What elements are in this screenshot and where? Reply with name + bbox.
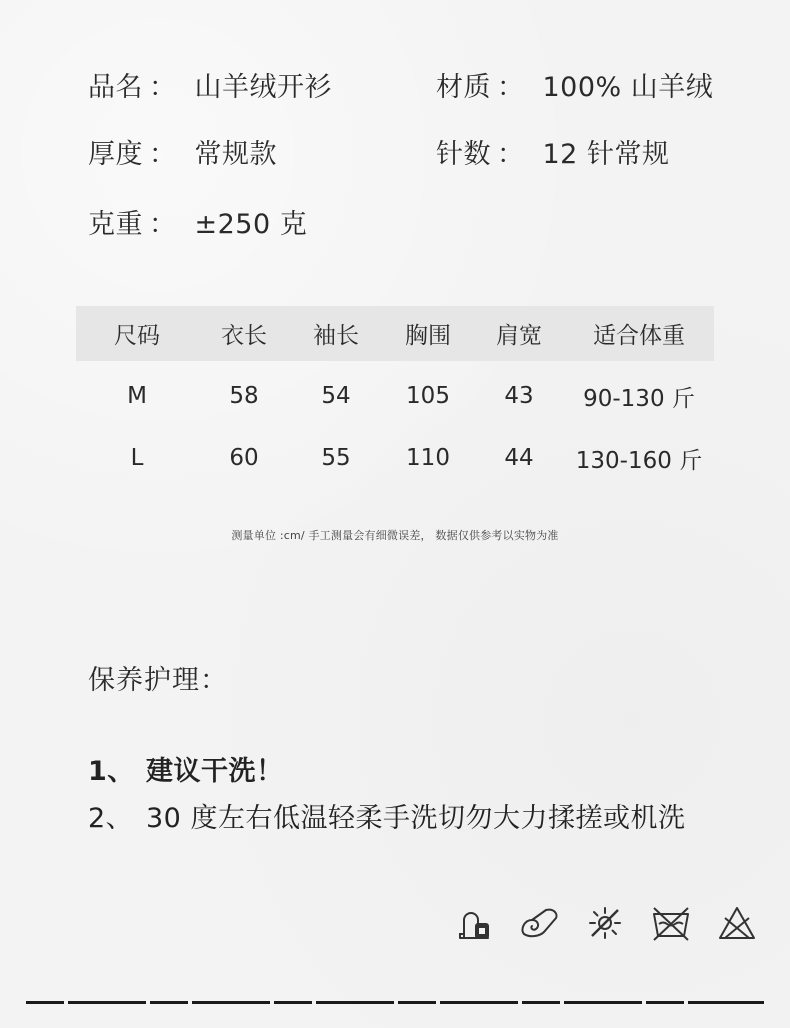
table-row (76, 365, 714, 427)
spec-weight (88, 211, 307, 238)
table-cell: 130-160 斤 (575, 447, 703, 474)
no-bleach-icon (716, 902, 758, 944)
table-cell: 43 (504, 383, 534, 409)
table-cell: 58 (229, 383, 259, 409)
spec-weight-value: ±250 克 (194, 209, 308, 240)
care-item-1 (88, 749, 284, 788)
spec-separator: ： (497, 139, 525, 170)
header-size: 尺码 (114, 323, 160, 349)
table-cell: 44 (504, 445, 534, 471)
bottom-divider (26, 1001, 764, 1004)
spec-material (436, 74, 713, 101)
spec-name-value: 山羊绒开衫 (194, 72, 332, 103)
table-cell: 55 (321, 445, 351, 471)
spec-material-label: 材质 (436, 72, 491, 103)
table-row (76, 427, 714, 489)
table-cell: 60 (229, 445, 259, 471)
care-title: 保养护理： (88, 665, 228, 696)
table-cell: M (127, 383, 147, 409)
header-sleeve: 袖长 (313, 323, 359, 349)
spec-thickness-label: 厚度 (88, 139, 143, 170)
header-weight-range: 适合体重 (593, 323, 685, 349)
care-icons (452, 902, 758, 944)
no-sun-drying-icon (584, 902, 626, 944)
care-item-number: 1、 (88, 756, 135, 787)
dry-clean-icon (452, 902, 494, 944)
header-length: 衣长 (221, 323, 267, 349)
table-cell: 105 (406, 383, 450, 409)
spec-separator: ： (149, 139, 177, 170)
table-cell: 90-130 斤 (583, 385, 695, 412)
care-item-2 (88, 796, 685, 835)
header-chest: 胸围 (405, 323, 451, 349)
spec-gauge (436, 141, 669, 168)
spec-material-value: 100% 山羊绒 (542, 72, 714, 103)
size-table (76, 306, 714, 489)
spec-separator: ： (149, 209, 177, 240)
spec-gauge-label: 针数 (436, 139, 491, 170)
spec-separator: ： (149, 72, 177, 103)
care-item-number: 2、 (88, 803, 134, 834)
size-table-header (76, 306, 714, 361)
measurement-note: 测量单位 :cm/ 手工测量会有细微误差， 数据仅供参考以实物为准 (231, 529, 559, 542)
spec-gauge-value: 12 针常规 (542, 139, 670, 170)
care-item-text: 建议干洗！ (146, 756, 284, 787)
table-cell: 110 (406, 445, 450, 471)
care-item-text: 30 度左右低温轻柔手洗切勿大力揉搓或机洗 (146, 803, 686, 834)
roll-dry-icon (518, 902, 560, 944)
spec-weight-label: 克重 (88, 209, 143, 240)
no-tumble-dry-icon (650, 902, 692, 944)
table-cell: 54 (321, 383, 351, 409)
spec-name-label: 品名 (88, 72, 143, 103)
table-cell: L (130, 445, 144, 471)
header-shoulder: 肩宽 (496, 323, 542, 349)
spec-name (88, 74, 332, 101)
spec-separator: ： (497, 72, 525, 103)
spec-thickness (88, 141, 277, 168)
spec-thickness-value: 常规款 (194, 139, 277, 170)
